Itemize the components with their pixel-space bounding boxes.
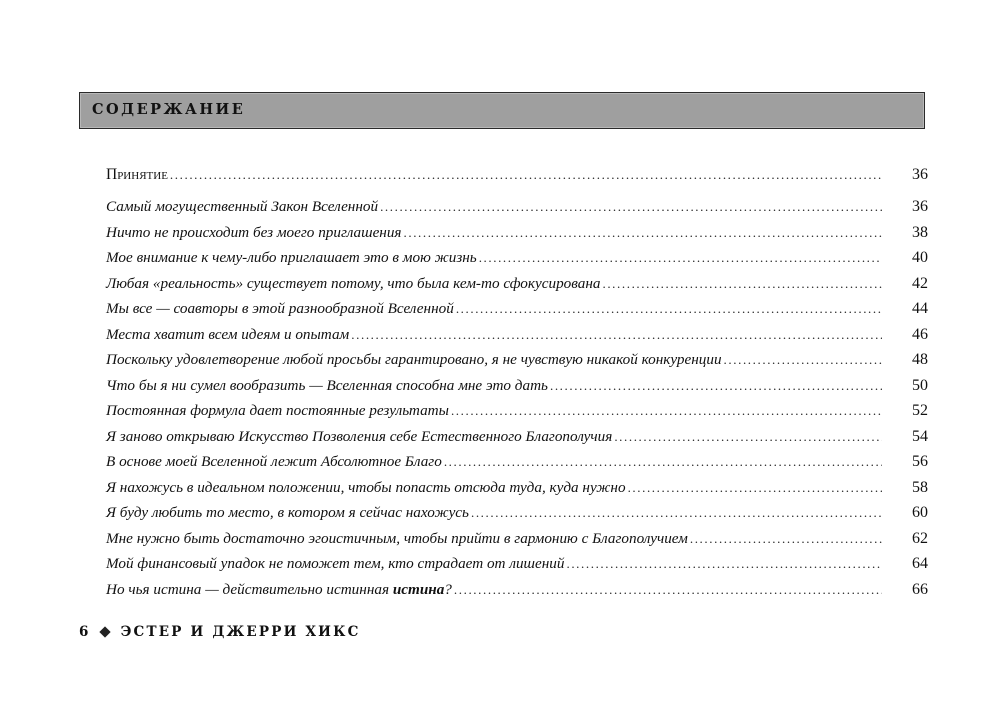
dot-leader bbox=[628, 477, 882, 499]
toc-entry-title: В основе моей Вселенной лежит Абсолютное Благо bbox=[106, 453, 442, 470]
toc-entry[interactable] bbox=[106, 247, 928, 269]
dot-leader bbox=[404, 222, 883, 244]
toc-page-number: 44 bbox=[912, 300, 928, 317]
toc-entry-title: Постоянная формула дает постоянные результаты bbox=[106, 402, 449, 419]
toc-page-number: 48 bbox=[912, 351, 928, 368]
dot-leader bbox=[724, 349, 882, 371]
toc-entry[interactable] bbox=[106, 400, 928, 422]
toc-page-number: 62 bbox=[912, 529, 928, 547]
dot-leader bbox=[602, 273, 882, 295]
toc-entry[interactable] bbox=[106, 426, 928, 448]
toc-entry-title: Мое внимание к чему-либо приглашает это в мою жизнь bbox=[106, 249, 477, 266]
dot-leader bbox=[444, 451, 882, 473]
dot-leader bbox=[614, 426, 882, 448]
toc-page-number: 36 bbox=[912, 166, 928, 183]
toc-page-number: 54 bbox=[912, 427, 928, 445]
toc-entry-title: Мы все — соавторы в этой разнообразной Вселенной bbox=[106, 300, 454, 317]
toc-entry-title: Что бы я ни сумел вообразить — Вселенная способна мне это дать bbox=[106, 376, 548, 394]
toc-entry-title-emphasis: истина bbox=[392, 580, 445, 598]
diamond-ornament-icon bbox=[99, 626, 110, 637]
toc-page-number: 56 bbox=[912, 453, 928, 470]
toc-entry[interactable] bbox=[106, 273, 928, 295]
toc-chapter-title: Принятие bbox=[106, 166, 168, 183]
toc-chapter-row[interactable] bbox=[106, 164, 928, 186]
dot-leader bbox=[550, 375, 882, 397]
toc-entry-title: Я буду любить то место, в котором я сейчас нахожусь bbox=[106, 504, 469, 521]
toc-page-number: 52 bbox=[912, 402, 928, 419]
toc-entry-title: Мой финансовый упадок не поможет тем, кто страдает от лишений bbox=[106, 555, 565, 572]
dot-leader bbox=[351, 324, 882, 346]
toc-entry-title-suffix: ? bbox=[444, 580, 452, 598]
toc-entry[interactable] bbox=[106, 324, 928, 346]
toc-entry-title: Самый могущественный Закон Вселенной bbox=[106, 198, 379, 215]
toc-entry[interactable] bbox=[106, 528, 928, 550]
toc-entry-title: Ничто не происходит без моего приглашения bbox=[106, 223, 402, 241]
toc-page-number: 50 bbox=[912, 376, 928, 394]
toc-entry[interactable] bbox=[106, 222, 928, 244]
dot-leader bbox=[454, 579, 882, 601]
toc-page-number: 46 bbox=[912, 325, 928, 343]
toc-page-number: 66 bbox=[912, 580, 928, 598]
toc-entry-title: Места хватит всем идеям и опытам bbox=[106, 325, 350, 343]
toc-entry-title bbox=[106, 579, 452, 601]
dot-leader bbox=[471, 502, 882, 524]
section-header-bar bbox=[79, 92, 925, 129]
toc-page-number: 64 bbox=[912, 555, 928, 572]
toc-entry[interactable] bbox=[106, 375, 928, 397]
toc-entry-title: Любая «реальность» существует потому, что была кем-то сфокусирована bbox=[106, 274, 601, 292]
dot-leader bbox=[170, 164, 882, 186]
toc-page-number: 60 bbox=[912, 504, 928, 521]
toc-page-number: 42 bbox=[912, 274, 928, 292]
toc-page-number: 36 bbox=[912, 198, 928, 215]
toc-entry[interactable] bbox=[106, 477, 928, 499]
toc-page-number: 38 bbox=[912, 223, 928, 241]
toc-entry[interactable] bbox=[106, 579, 928, 601]
dot-leader bbox=[380, 196, 882, 218]
section-title: СОДЕРЖАНИЕ bbox=[92, 101, 246, 118]
page-footer bbox=[79, 624, 361, 640]
toc-entry[interactable] bbox=[106, 502, 928, 524]
toc-entry[interactable] bbox=[106, 349, 928, 371]
toc-page-number: 58 bbox=[912, 478, 928, 496]
toc-entry[interactable] bbox=[106, 298, 928, 320]
dot-leader bbox=[451, 400, 882, 422]
dot-leader bbox=[479, 247, 882, 269]
dot-leader bbox=[690, 528, 882, 550]
toc-entry-title: Поскольку удовлетворение любой просьбы гарантировано, я не чувствую никакой конкуренции bbox=[106, 351, 722, 368]
toc-entry-title: Я заново открываю Искусство Позволения себе Естественного Благополучия bbox=[106, 427, 613, 445]
toc-entry-title: Я нахожусь в идеальном положении, чтобы попасть отсюда туда, куда нужно bbox=[106, 478, 626, 496]
dot-leader bbox=[566, 553, 882, 575]
toc-entry[interactable] bbox=[106, 451, 928, 473]
toc-entry-title-prefix: Но чья истина — действительно истинная bbox=[106, 580, 393, 598]
footer-author: ЭСТЕР И ДЖЕРРИ ХИКС bbox=[120, 624, 361, 640]
footer-page-number: 6 bbox=[79, 624, 91, 640]
toc-entry[interactable] bbox=[106, 196, 928, 218]
toc-entry[interactable] bbox=[106, 553, 928, 575]
dot-leader bbox=[456, 298, 882, 320]
toc-entry-title: Мне нужно быть достаточно эгоистичным, чтобы прийти в гармонию с Благополучием bbox=[106, 529, 688, 547]
toc-page-number: 40 bbox=[912, 249, 928, 266]
